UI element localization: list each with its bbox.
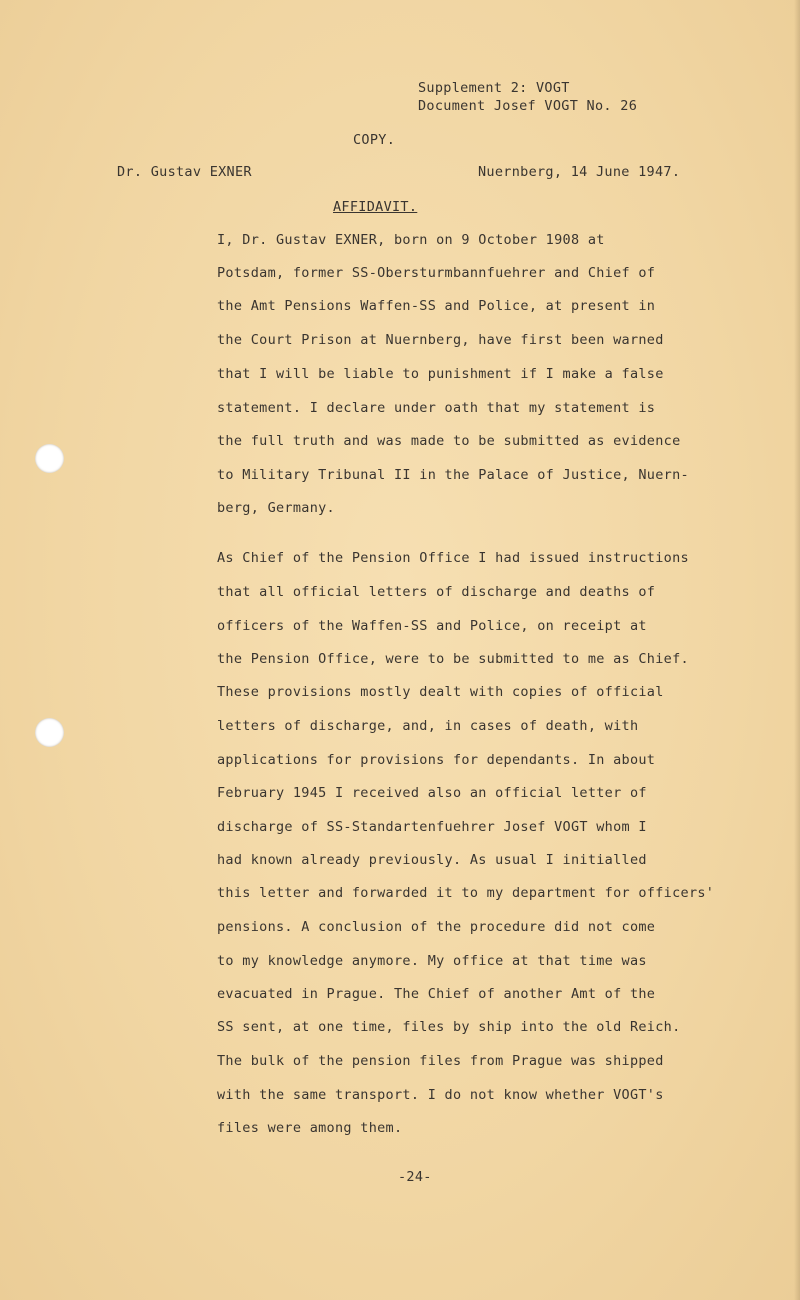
paragraph-line: to my knowledge anymore. My office at that time was (217, 953, 647, 969)
paragraph-line: statement. I declare under oath that my statement is (217, 400, 656, 416)
paragraph-line: February 1945 I received also an official letter of (217, 785, 647, 801)
paragraph-line: that all official letters of discharge and deaths of (217, 584, 656, 600)
paragraph-line: The bulk of the pension files from Prague was shipped (217, 1053, 664, 1069)
place-date: Nuernberg, 14 June 1947. (478, 164, 681, 180)
paragraph-line: As Chief of the Pension Office I had issued instructions (217, 550, 689, 566)
page-edge-shadow (794, 0, 800, 1300)
paragraph-line: files were among them. (217, 1120, 403, 1136)
paragraph-line: to Military Tribunal II in the Palace of Justice, Nuern- (217, 467, 689, 483)
paragraph-line: the Pension Office, were to be submitted to me as Chief. (217, 651, 689, 667)
paragraph-line: These provisions mostly dealt with copies of official (217, 684, 664, 700)
paragraph-line: the full truth and was made to be submitted as evidence (217, 433, 681, 449)
author-name: Dr. Gustav EXNER (117, 164, 252, 180)
paragraph-line: with the same transport. I do not know whether VOGT's (217, 1087, 664, 1103)
paragraph-line: berg, Germany. (217, 500, 335, 516)
punch-hole-top (35, 444, 64, 473)
paragraph-line: the Amt Pensions Waffen-SS and Police, at present in (217, 298, 656, 314)
paragraph-line: this letter and forwarded it to my department for officers' (217, 885, 715, 901)
page-number: -24- (398, 1169, 432, 1185)
paragraph-line: I, Dr. Gustav EXNER, born on 9 October 1908 at (217, 232, 605, 248)
paragraph-line: officers of the Waffen-SS and Police, on receipt at (217, 618, 647, 634)
paragraph-line: pensions. A conclusion of the procedure did not come (217, 919, 656, 935)
paragraph-line: SS sent, at one time, files by ship into the old Reich. (217, 1019, 681, 1035)
paragraph-line: letters of discharge, and, in cases of death, with (217, 718, 639, 734)
punch-hole-bottom (35, 718, 64, 747)
paragraph-line: that I will be liable to punishment if I make a false (217, 366, 664, 382)
copy-label: COPY. (353, 132, 396, 148)
document-title: AFFIDAVIT. (333, 199, 418, 215)
paragraph-line: Potsdam, former SS-Obersturmbannfuehrer and Chief of (217, 265, 656, 281)
paragraph-line: the Court Prison at Nuernberg, have first been warned (217, 332, 664, 348)
paragraph-line: applications for provisions for dependants. In about (217, 752, 656, 768)
document-reference: Document Josef VOGT No. 26 (418, 98, 638, 114)
supplement-label: Supplement 2: VOGT (418, 80, 570, 96)
paragraph-line: evacuated in Prague. The Chief of another Amt of the (217, 986, 656, 1002)
paragraph-line: discharge of SS-Standartenfuehrer Josef VOGT whom I (217, 819, 647, 835)
paragraph-line: had known already previously. As usual I initialled (217, 852, 647, 868)
